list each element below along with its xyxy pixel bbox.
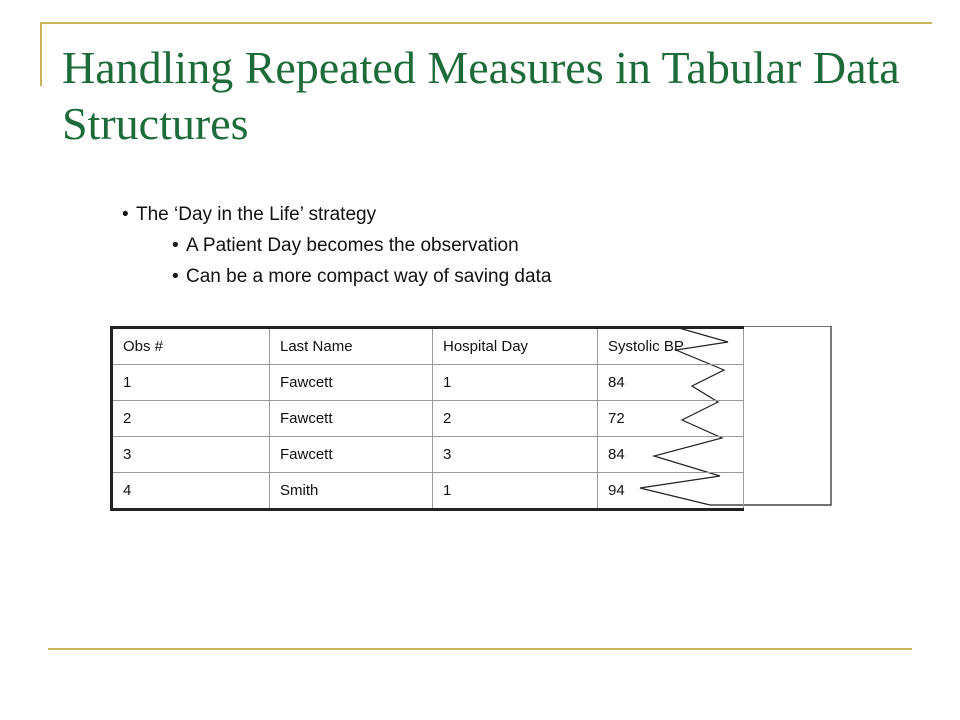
table-cell: 94 <box>598 473 744 510</box>
column-header: Systolic BP <box>598 328 744 365</box>
table-cell: Fawcett <box>270 401 433 437</box>
sub-bullet-item <box>122 261 551 292</box>
bullet-item <box>122 199 551 230</box>
table-cell: 84 <box>598 365 744 401</box>
bullet-dot-icon: • <box>122 204 129 225</box>
bullet-dot-icon: • <box>172 266 179 287</box>
table-cell: 84 <box>598 437 744 473</box>
bullet-text: The ‘Day in the Life’ strategy <box>136 204 377 225</box>
column-header: Hospital Day <box>433 328 598 365</box>
bullet-text: A Patient Day becomes the observation <box>186 235 519 256</box>
table-cell: 72 <box>598 401 744 437</box>
table-cell: 3 <box>433 437 598 473</box>
column-header: Last Name <box>270 328 433 365</box>
table-cell: 2 <box>433 401 598 437</box>
frame-top-line <box>40 22 932 24</box>
frame-bottom-line <box>48 648 912 650</box>
table-cell: Fawcett <box>270 365 433 401</box>
table-cell: Smith <box>270 473 433 510</box>
column-header: Obs # <box>112 328 270 365</box>
table-row <box>112 437 744 473</box>
table-cell: 4 <box>112 473 270 510</box>
bullet-text: Can be a more compact way of saving data <box>186 266 552 287</box>
table-cell: Fawcett <box>270 437 433 473</box>
slide-title: Handling Repeated Measures in Tabular Data Structures <box>62 42 900 149</box>
table-row <box>112 401 744 437</box>
bullet-dot-icon: • <box>172 235 179 256</box>
table-cell: 3 <box>112 437 270 473</box>
table-header-row <box>112 328 744 365</box>
table-cell: 1 <box>433 473 598 510</box>
data-table-container <box>110 326 832 506</box>
table-row <box>112 473 744 510</box>
frame-left-line <box>40 22 42 86</box>
table-row <box>112 365 744 401</box>
table-cell: 1 <box>433 365 598 401</box>
table-cell: 1 <box>112 365 270 401</box>
bullet-list <box>122 199 551 292</box>
data-table <box>110 326 744 511</box>
table-cell: 2 <box>112 401 270 437</box>
sub-bullet-item <box>122 230 551 261</box>
